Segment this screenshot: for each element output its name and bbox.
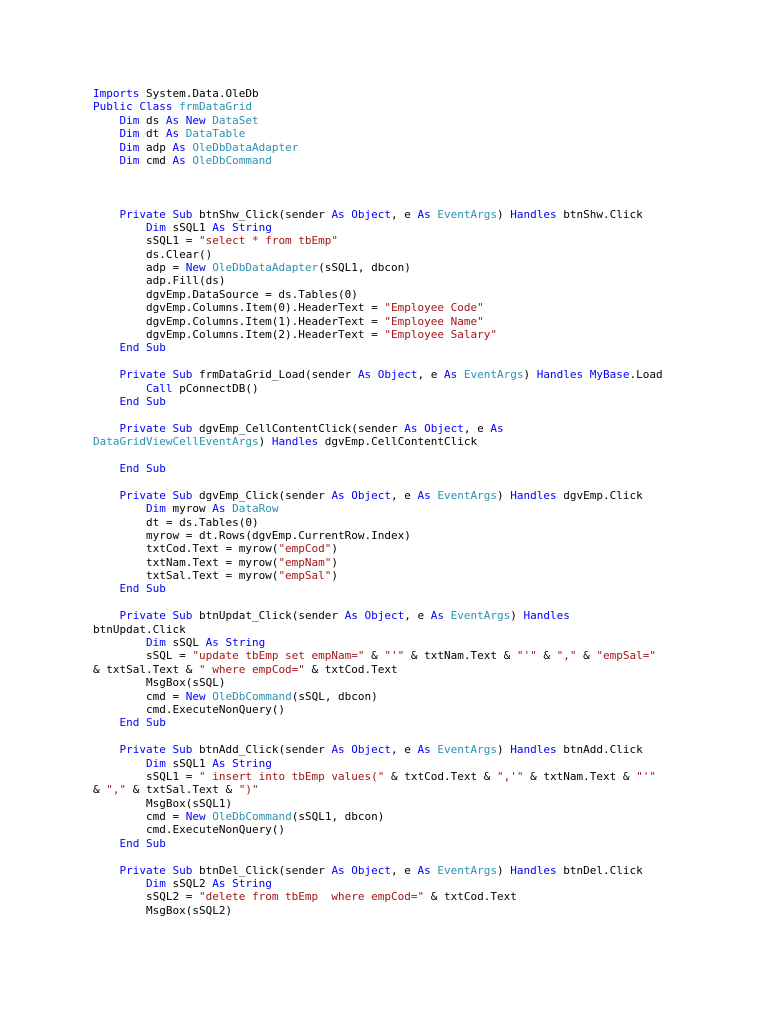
string-token: "empCod" (278, 542, 332, 556)
keyword-token: Private Sub (119, 488, 193, 502)
code-listing (93, 87, 743, 917)
string-token: " where empCod=" (198, 662, 305, 676)
type-token: OleDbCommand (192, 153, 272, 167)
code-line (93, 676, 743, 689)
code-token: btnDel_Click(sender (192, 863, 332, 877)
code-token: & (364, 649, 385, 663)
keyword-token: Dim (145, 756, 166, 770)
code-token: cmd.ExecuteNonQuery() (93, 702, 286, 716)
code-token: & (536, 649, 557, 663)
code-token: txtNam.Text = myrow( (93, 555, 279, 569)
code-token (93, 837, 120, 850)
code-line (93, 208, 743, 221)
code-token: & (576, 649, 597, 663)
type-token: EventArgs (437, 743, 498, 757)
code-token: (sSQL1, dbcon) (318, 261, 411, 275)
code-line (93, 395, 743, 408)
keyword-token: Private Sub (119, 207, 193, 221)
string-token: "'" (516, 649, 537, 663)
keyword-token: As Object (331, 863, 392, 877)
type-token: OleDbDataAdapter (192, 140, 299, 154)
keyword-token: As (417, 488, 431, 502)
string-token: "empSal=" (596, 649, 656, 663)
string-token: "'" (384, 649, 405, 663)
keyword-token: Dim (119, 140, 140, 154)
code-line (93, 837, 743, 850)
code-token: sSQL2 = (93, 890, 199, 904)
type-token: OleDbCommand (212, 689, 292, 703)
type-token: OleDbCommand (212, 810, 292, 824)
code-token: btnUpdat.Click (93, 622, 186, 636)
code-token: btnAdd.Click (556, 743, 643, 757)
code-line (93, 221, 743, 234)
type-token: DataTable (185, 127, 246, 141)
code-line (93, 194, 743, 207)
string-token: "select * from tbEmp" (198, 234, 339, 248)
code-token: btnUpdat_Click(sender (192, 609, 345, 623)
keyword-token: As (417, 743, 431, 757)
code-token: , e (391, 863, 418, 877)
code-token: ) (331, 569, 339, 583)
code-token (93, 609, 120, 622)
code-line (93, 234, 743, 247)
code-line (93, 87, 743, 100)
code-token: txtCod.Text = myrow( (93, 542, 279, 556)
code-line (93, 542, 743, 555)
keyword-token: Handles (536, 368, 584, 382)
code-line (93, 382, 743, 395)
code-line (93, 783, 743, 796)
code-line (93, 435, 743, 448)
string-token: "empSal" (278, 569, 332, 583)
code-line (93, 167, 743, 180)
code-token: frmDataGrid_Load(sender (192, 368, 358, 382)
code-token: & txtCod.Text & (384, 769, 497, 783)
keyword-token: Dim (145, 636, 166, 650)
keyword-token: Private Sub (119, 863, 193, 877)
string-token: "'" (636, 769, 656, 783)
code-line (93, 582, 743, 595)
code-line (93, 328, 743, 341)
keyword-token: As (172, 153, 186, 167)
string-token: "," (106, 783, 127, 797)
keyword-token: As Object (331, 207, 392, 221)
string-token: "empNam" (278, 555, 332, 569)
code-token (93, 341, 120, 354)
code-token: ds.Clear() (93, 247, 213, 261)
keyword-token: As New (165, 113, 206, 127)
code-token: , e (391, 207, 418, 221)
code-token: ) (258, 435, 272, 449)
code-token (93, 114, 120, 127)
code-line (93, 556, 743, 569)
code-line (93, 596, 743, 609)
code-token: MsgBox(sSQL) (93, 676, 226, 690)
keyword-token: As (212, 502, 226, 516)
code-token (93, 382, 146, 395)
code-line (93, 877, 743, 890)
keyword-token: Private Sub (119, 609, 193, 623)
code-token: (sSQL1, dbcon) (291, 810, 385, 824)
keyword-token: As (444, 368, 458, 382)
code-token: , e (404, 609, 431, 623)
code-line (93, 823, 743, 836)
code-token (93, 221, 146, 234)
code-token: & txtNam.Text & (404, 649, 517, 663)
code-token: & txtCod.Text (304, 662, 398, 676)
keyword-token: Dim (119, 153, 140, 167)
code-line (93, 301, 743, 314)
code-line (93, 864, 743, 877)
code-line (93, 623, 743, 636)
code-token: , e (463, 421, 491, 435)
code-token: sSQL2 (165, 877, 213, 891)
code-line (93, 462, 743, 475)
code-token (93, 502, 146, 515)
code-token (93, 864, 120, 877)
code-token: ) (497, 863, 511, 877)
code-token: System.Data.OleDb (139, 87, 259, 100)
keyword-token: As Object (331, 743, 392, 757)
code-token: dgvEmp.Click (556, 488, 643, 502)
keyword-token: New (185, 689, 206, 703)
code-token: & txtSal.Text & (93, 662, 199, 676)
code-line (93, 797, 743, 810)
code-token: dt = ds.Tables(0) (93, 515, 259, 529)
code-line (93, 649, 743, 662)
code-token (179, 127, 186, 140)
keyword-token: As (165, 127, 180, 141)
type-token: EventArgs (437, 863, 498, 877)
code-line (93, 757, 743, 770)
code-line (93, 408, 743, 421)
keyword-token: Public Class (93, 100, 173, 114)
code-token: ds (139, 113, 166, 127)
keyword-token: Dim (145, 220, 166, 234)
code-line (93, 770, 743, 783)
code-token (93, 757, 146, 770)
code-token: btnShw_Click(sender (192, 207, 332, 221)
code-line (93, 730, 743, 743)
code-line (93, 703, 743, 716)
keyword-token: Dim (145, 502, 166, 516)
string-token: "," (556, 649, 577, 663)
keyword-token: Handles (523, 609, 570, 623)
code-token (93, 127, 120, 140)
code-line (93, 890, 743, 903)
keyword-token: As String (212, 220, 272, 234)
code-line (93, 154, 743, 167)
code-token (93, 636, 146, 649)
code-token: btnShw.Click (556, 207, 643, 221)
type-token: DataSet (212, 113, 259, 127)
code-token (93, 582, 120, 595)
type-token: OleDbDataAdapter (212, 261, 319, 275)
code-line (93, 516, 743, 529)
string-token: "delete from tbEmp where empCod=" (198, 890, 425, 904)
keyword-token: As Object (331, 488, 392, 502)
keyword-token: Dim (145, 877, 166, 891)
keyword-token: As (417, 863, 431, 877)
code-line (93, 904, 743, 917)
code-token: & txtSal.Text & (126, 783, 239, 797)
code-token: adp (139, 140, 173, 154)
keyword-token: As String (212, 756, 272, 770)
keyword-token: Handles (510, 863, 557, 877)
code-token: ) (497, 488, 511, 502)
code-token: , e (391, 488, 418, 502)
code-token: dgvEmp.DataSource = ds.Tables(0) (93, 287, 358, 301)
code-line (93, 529, 743, 542)
keyword-token: End Sub (119, 341, 166, 355)
code-token: cmd = (93, 689, 186, 703)
code-token: sSQL1 = (93, 769, 199, 783)
code-token: sSQL1 (165, 220, 213, 234)
code-line (93, 609, 743, 622)
keyword-token: Handles (510, 743, 557, 757)
code-token: cmd.ExecuteNonQuery() (93, 823, 286, 837)
code-token: dt (139, 127, 166, 141)
string-token: ")" (238, 783, 259, 797)
string-token: ",'" (497, 769, 524, 783)
code-token: cmd (139, 153, 173, 167)
string-token: "Employee Code" (384, 301, 484, 315)
keyword-token: Handles (510, 207, 557, 221)
code-line (93, 368, 743, 381)
keyword-token: End Sub (119, 582, 166, 596)
code-token: txtSal.Text = myrow( (93, 569, 279, 583)
code-token: btnDel.Click (556, 863, 643, 877)
code-line (93, 489, 743, 502)
code-line (93, 127, 743, 140)
code-token: MsgBox(sSQL1) (93, 796, 233, 810)
code-line (93, 114, 743, 127)
string-token: "update tbEmp set empNam=" (192, 649, 365, 663)
code-line (93, 743, 743, 756)
code-token: dgvEmp.Columns.Item(1).HeaderText = (93, 314, 385, 328)
string-token: "Employee Salary" (384, 328, 497, 342)
code-token: & txtNam.Text & (523, 769, 637, 783)
code-token: dgvEmp_Click(sender (192, 488, 332, 502)
code-token: MsgBox(sSQL2) (93, 903, 233, 917)
keyword-token: Dim (119, 113, 140, 127)
code-line (93, 810, 743, 823)
code-line (93, 569, 743, 582)
code-token (583, 368, 590, 381)
code-token (93, 743, 120, 756)
code-line (93, 315, 743, 328)
code-token: myrow (165, 502, 213, 516)
code-token: ) (497, 743, 511, 757)
keyword-token: As String (205, 636, 266, 650)
code-line (93, 100, 743, 113)
code-token: sSQL1 (165, 756, 213, 770)
code-line (93, 355, 743, 368)
type-token: EventArgs (437, 207, 498, 221)
code-token: ) (523, 368, 537, 382)
keyword-token: End Sub (119, 716, 166, 730)
code-token: dgvEmp.Columns.Item(2).HeaderText = (93, 328, 385, 342)
code-line (93, 502, 743, 515)
code-token: sSQL (165, 636, 206, 650)
code-token: dgvEmp.CellContentClick (318, 435, 478, 449)
code-line (93, 181, 743, 194)
string-token: "Employee Name" (384, 314, 484, 328)
string-token: " insert into tbEmp values(" (198, 769, 385, 783)
code-token: dgvEmp.Columns.Item(0).HeaderText = (93, 301, 385, 315)
code-token (93, 489, 120, 502)
keyword-token: Call (145, 381, 173, 395)
code-token: cmd = (93, 810, 186, 824)
keyword-token: As Object (404, 421, 464, 435)
code-token (93, 877, 146, 890)
code-line (93, 288, 743, 301)
code-token: ) (331, 542, 339, 556)
code-token: & txtCod.Text (424, 890, 517, 904)
code-token (93, 208, 120, 221)
code-token: adp = (93, 261, 186, 275)
code-token (444, 609, 451, 622)
keyword-token: Private Sub (119, 368, 193, 382)
code-token: btnAdd_Click(sender (192, 743, 332, 757)
keyword-token: End Sub (119, 394, 166, 408)
code-token (93, 462, 120, 475)
code-token: , e (391, 743, 418, 757)
code-token (457, 368, 464, 381)
keyword-token: Imports (93, 87, 140, 100)
code-token (93, 141, 120, 154)
keyword-token: As Object (357, 368, 418, 382)
keyword-token: MyBase (589, 368, 630, 382)
code-line (93, 449, 743, 462)
code-line (93, 141, 743, 154)
code-token (93, 422, 120, 435)
code-line (93, 850, 743, 863)
code-token: adp.Fill(ds) (93, 274, 226, 288)
keyword-token: New (185, 261, 206, 275)
code-token: dgvEmp_CellContentClick(sender (192, 421, 405, 435)
code-token: & (93, 783, 107, 797)
keyword-token: Handles (271, 435, 319, 449)
code-token (93, 368, 120, 381)
keyword-token: As (430, 609, 445, 623)
code-line (93, 475, 743, 488)
code-line (93, 636, 743, 649)
code-token: (sSQL, dbcon) (291, 689, 378, 703)
code-line (93, 690, 743, 703)
code-line (93, 663, 743, 676)
code-token: ) (510, 609, 524, 623)
type-token: EventArgs (463, 368, 524, 382)
keyword-token: Dim (119, 127, 140, 141)
code-line (93, 422, 743, 435)
keyword-token: New (185, 810, 206, 824)
type-token: DataRow (232, 502, 279, 516)
code-token: , e (417, 368, 445, 382)
type-token: EventArgs (437, 488, 498, 502)
code-token: sSQL = (93, 649, 193, 663)
type-token: DataGridViewCellEventArgs (93, 435, 259, 449)
keyword-token: Handles (510, 488, 557, 502)
type-token: EventArgs (450, 609, 511, 623)
keyword-token: As (490, 421, 504, 435)
keyword-token: Private Sub (119, 421, 193, 435)
code-token (93, 154, 120, 167)
type-token: frmDataGrid (179, 100, 252, 114)
code-token: myrow = dt.Rows(dgvEmp.CurrentRow.Index) (93, 528, 411, 542)
code-token: pConnectDB() (172, 381, 259, 395)
keyword-token: End Sub (119, 461, 166, 475)
code-line (93, 274, 743, 287)
code-line (93, 341, 743, 354)
code-line (93, 716, 743, 729)
code-token: ) (331, 555, 339, 569)
code-token (93, 395, 120, 408)
keyword-token: As (172, 140, 186, 154)
code-line (93, 261, 743, 274)
keyword-token: As Object (344, 609, 405, 623)
code-token: .Load (629, 368, 663, 382)
code-line (93, 248, 743, 261)
keyword-token: Private Sub (119, 743, 193, 757)
code-token: ) (497, 207, 511, 221)
keyword-token: As (417, 207, 431, 221)
keyword-token: End Sub (119, 836, 166, 850)
code-token: sSQL1 = (93, 234, 199, 248)
keyword-token: As String (212, 877, 272, 891)
code-token (93, 716, 120, 729)
